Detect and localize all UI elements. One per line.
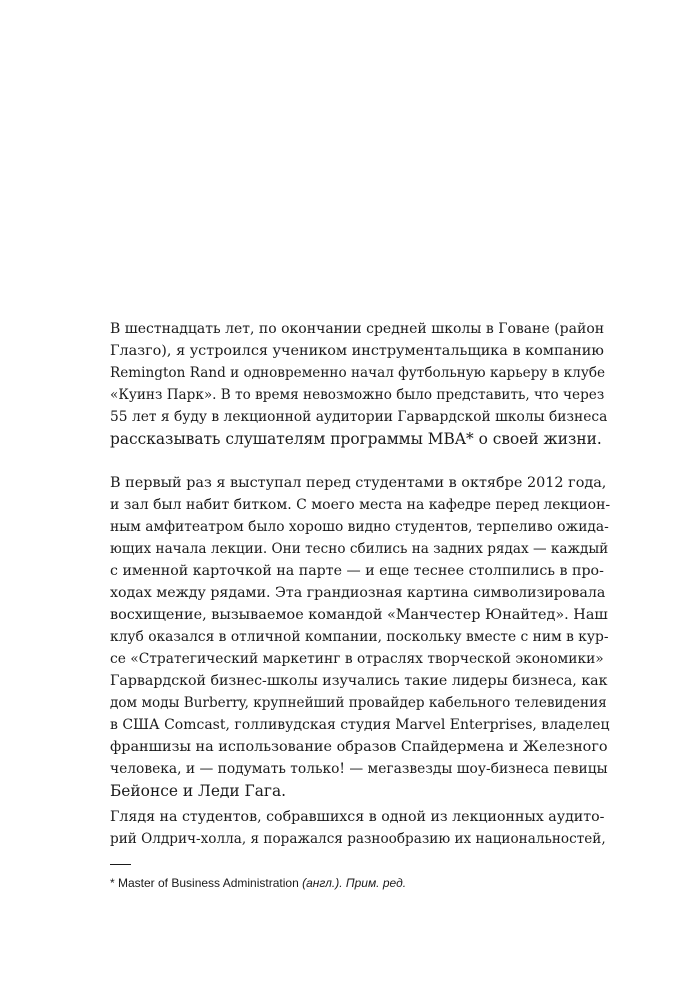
text-line: и зал был набит битком. С моего места на кафедре перед лекцион- (110, 497, 611, 513)
footnote (110, 875, 610, 891)
footnote-text: * Master of Business Administration (110, 876, 303, 890)
footnote-divider (110, 864, 131, 865)
text-line: В первый раз я выступал перед студентами в октябре 2012 года, (110, 475, 607, 491)
text-line: с именной карточкой на парте — и еще теснее столпились в про- (110, 563, 604, 579)
text-line: в США Comcast, голливудская студия Marvel Enterprises, владелец (110, 717, 610, 733)
paragraph-1 (110, 318, 610, 450)
paragraph-2 (110, 472, 610, 802)
text-line: клуб оказался в отличной компании, поскольку вместе с ним в кур- (110, 629, 609, 645)
text-line: 55 лет я буду в лекционной аудитории Гарвардской школы бизнеса (110, 409, 608, 425)
text-line: франшизы на использование образов Спайдермена и Железного (110, 739, 608, 755)
text-line: В шестнадцать лет, по окончании средней школы в Говане (район (110, 321, 605, 337)
footnote-italic-note: (англ.). Прим. ред. (302, 876, 407, 890)
text-line: восхищение, вызываемое командой «Манчестер Юнайтед». Наш (110, 607, 608, 623)
text-line: рассказывать слушателям программы MBA* о своей жизни. (110, 430, 602, 448)
text-line: Remington Rand и одновременно начал футбольную карьеру в клубе (110, 365, 606, 381)
text-line: Глядя на студентов, собравшихся в одной из лекционных аудито- (110, 809, 605, 825)
text-line: ющих начала лекции. Они тесно сбились на задних рядах — каждый (110, 541, 609, 557)
text-line: Бейонсе и Леди Гага. (110, 782, 287, 800)
text-line: дом моды Burberry, крупнейший провайдер кабельного телевидения (110, 695, 607, 711)
text-line: се «Стратегический маркетинг в отраслях творческой экономики» (110, 651, 604, 667)
text-line: человека, и — подумать только! — мегазвезды шоу-бизнеса певицы (110, 761, 608, 777)
text-line: «Куинз Парк». В то время невозможно было представить, что через (110, 387, 605, 403)
text-line: ходах между рядами. Эта грандиозная картина символизировала (110, 585, 606, 601)
paragraph-3 (110, 806, 610, 850)
text-line: ным амфитеатром было хорошо видно студентов, терпеливо ожида- (110, 519, 609, 535)
text-line: Глазго), я устроился учеником инструментальщика в компанию (110, 343, 604, 359)
text-line: рий Олдрич-холла, я поражался разнообразию их национальностей, (110, 831, 606, 847)
text-line: Гарвардской бизнес-школы изучались такие лидеры бизнеса, как (110, 673, 608, 689)
